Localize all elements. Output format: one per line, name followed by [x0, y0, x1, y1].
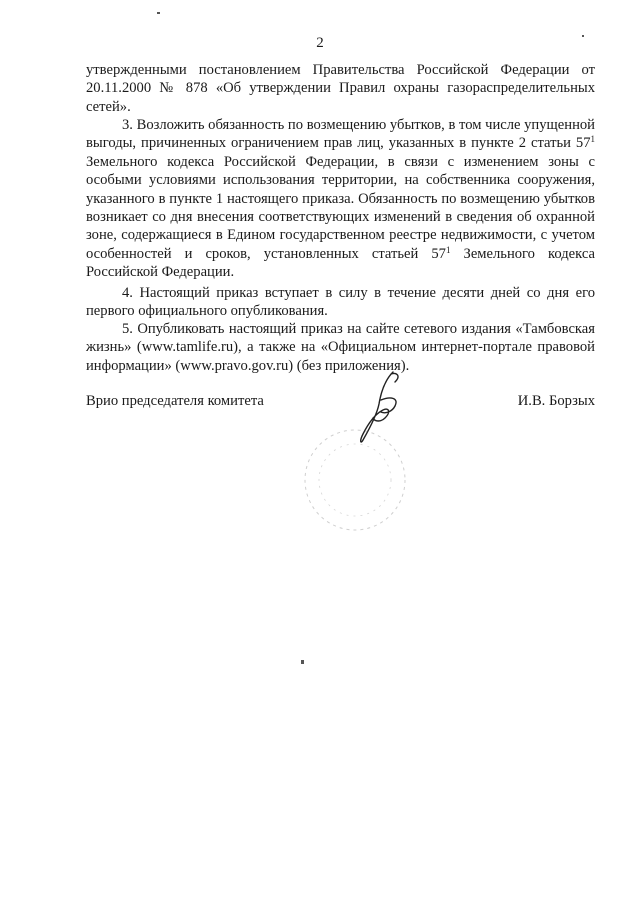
paragraph-5: 5. Опубликовать настоящий приказ на сайте сетевого издания «Тамбовская жизнь» (www.tamlife.ru), а также на «Официальном интернет-портале правовой информации» (www.pravo.gov.ru) (без приложения). [86, 321, 595, 374]
official-stamp [300, 425, 410, 535]
signatory-name: И.В. Борзых [517, 393, 595, 409]
superscript-2: 1 [445, 244, 451, 255]
scan-speck [582, 35, 584, 37]
scan-speck [157, 12, 160, 14]
signatory-position: Врио председателя комитета [86, 393, 264, 409]
scan-speck [301, 660, 304, 664]
paragraph-3-part-a: 3. Возложить обязанность по возмещению убытков, в том числе упущенной выгоды, причиненных ограничением прав лиц, указанных в пункте 2 статьи 57 [86, 117, 595, 152]
paragraph-continuation: утвержденными постановлением Правительства Российской Федерации от 20.11.2000 № 878 «Об утверждении Правил охраны газораспределительных сетей». [86, 62, 595, 115]
paragraph-3-part-b: Земельного кодекса Российской Федерации, в связи с изменением зоны с особыми условиями использования территории, на собственника сооружения, указанного в пункте 1 настоящего приказа. Обязанность по возмещению убытков возникает со дня внесения соответствующих изменений в сведения об охранной зоне, содержащиеся в Едином государственном реестре недвижимости, с учетом особенностей и сроков, установленных статьей 57 [86, 153, 595, 262]
page-number: 2 [316, 35, 324, 51]
paragraph-3-part-c: Земельного кодекса Российской Федерации. [86, 245, 595, 281]
paragraph-3 [86, 116, 595, 282]
paragraph-4: 4. Настоящий приказ вступает в силу в течение десяти дней со дня его первого официального опубликования. [86, 285, 595, 320]
superscript-1: 1 [590, 134, 595, 145]
